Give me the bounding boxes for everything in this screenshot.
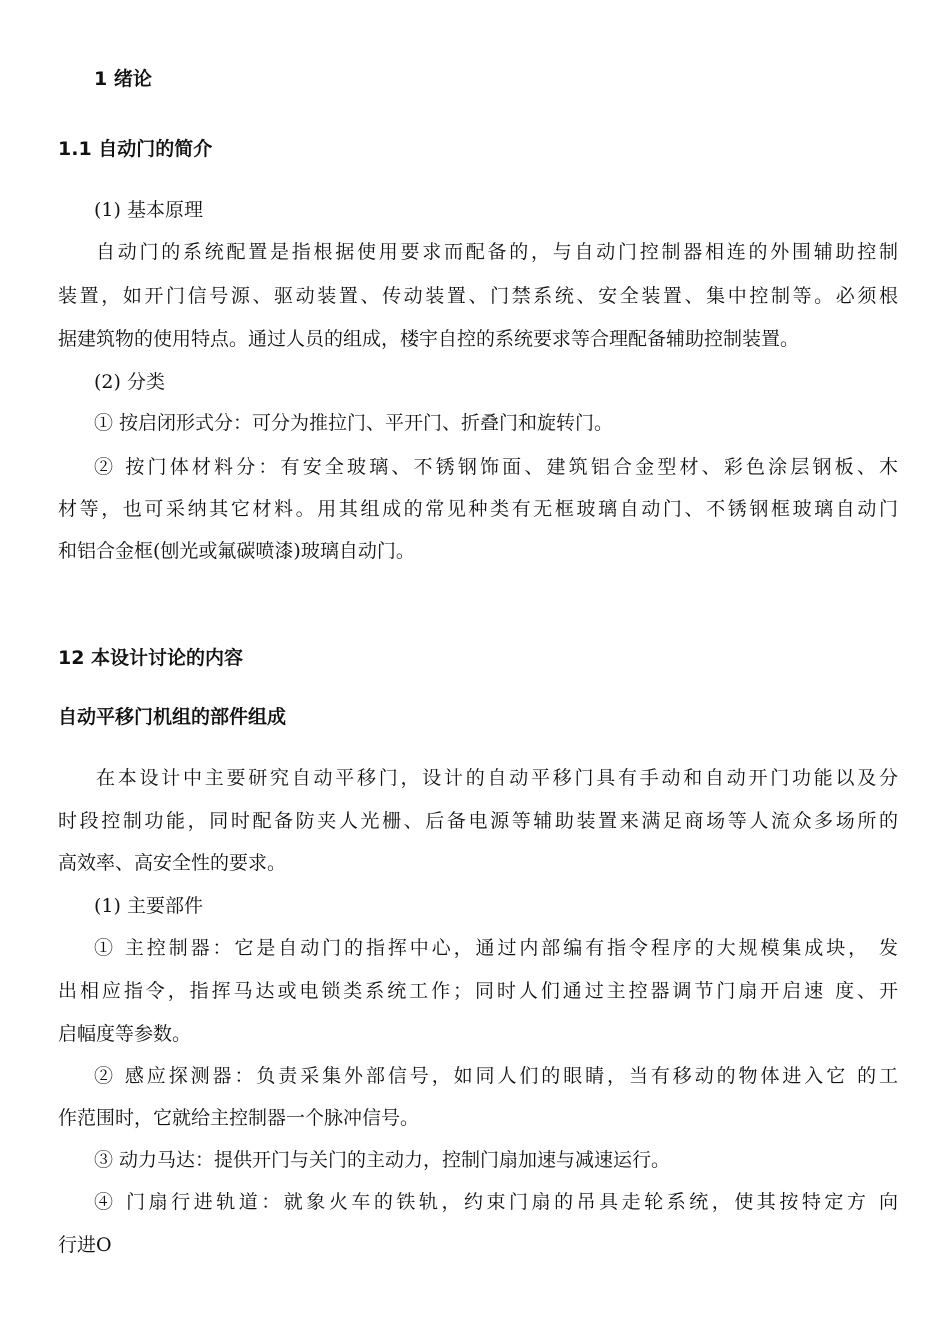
paragraph-line: 据建筑物的使用特点。通过人员的组成，楼宇自控的系统要求等合理配备辅助控制装置。: [58, 328, 800, 350]
list-item-main-parts: (1) 主要部件: [94, 895, 203, 917]
paragraph-line: 作范围时，它就给主控制器一个脉冲信号。: [58, 1107, 420, 1129]
part-main-controller: ① 主控制器：它是自动门的指挥中心，通过内部编有指令程序的大规模集成块， 发: [94, 937, 898, 959]
paragraph-line: 行进O: [58, 1234, 112, 1256]
part-sensor: ② 感应探测器：负责采集外部信号，如同人们的眼睛，当有移动的物体进入它 的工: [94, 1065, 898, 1087]
sub-item-open-type: ① 按启闭形式分：可分为推拉门、平开门、折叠门和旋转门。: [94, 412, 614, 434]
chapter-heading: 1 绪论: [94, 68, 152, 90]
sub-item-material: ② 按门体材料分：有安全玻璃、不锈钢饰面、建筑铝合金型材、彩色涂层钢板、木: [94, 456, 898, 478]
part-track: ④ 门扇行进轨道：就象火车的铁轨，约束门扇的吊具走轮系统，使其按特定方 向: [94, 1191, 898, 1213]
paragraph-line: 自动门的系统配置是指根据使用要求而配备的，与自动门控制器相连的外围辅助控制: [96, 241, 898, 263]
section-title-1-1: 1.1 自动门的简介: [58, 138, 213, 160]
list-item-basic-principle: (1) 基本原理: [94, 199, 203, 221]
section-title-1-2: 12 本设计讨论的内容: [58, 647, 244, 669]
paragraph-line: 出相应指令，指挥马达或电锁类系统工作；同时人们通过主控器调节门扇开启速 度、开: [58, 980, 898, 1002]
paragraph-line: 时段控制功能，同时配备防夹人光栅、后备电源等辅助装置来满足商场等人流众多场所的: [58, 810, 898, 832]
paragraph-line: 材等，也可采纳其它材料。用其组成的常见种类有无框玻璃自动门、不锈钢框玻璃自动门: [58, 498, 898, 520]
paragraph-line: 启幅度等参数。: [58, 1023, 192, 1045]
paragraph-line: 高效率、高安全性的要求。: [58, 852, 287, 874]
subsection-title: 自动平移门机组的部件组成: [58, 706, 287, 728]
part-motor: ③ 动力马达：提供开门与关门的主动力，控制门扇加速与减速运行。: [94, 1149, 671, 1171]
paragraph-line: 和铝合金框(刨光或氟碳喷漆)玻璃自动门。: [58, 540, 415, 562]
list-item-classification: (2) 分类: [94, 371, 165, 393]
paragraph-line: 在本设计中主要研究自动平移门，设计的自动平移门具有手动和自动开门功能以及分: [96, 767, 898, 789]
paragraph-line: 装置，如开门信号源、驱动装置、传动装置、门禁系统、安全装置、集中控制等。必须根: [58, 285, 898, 307]
